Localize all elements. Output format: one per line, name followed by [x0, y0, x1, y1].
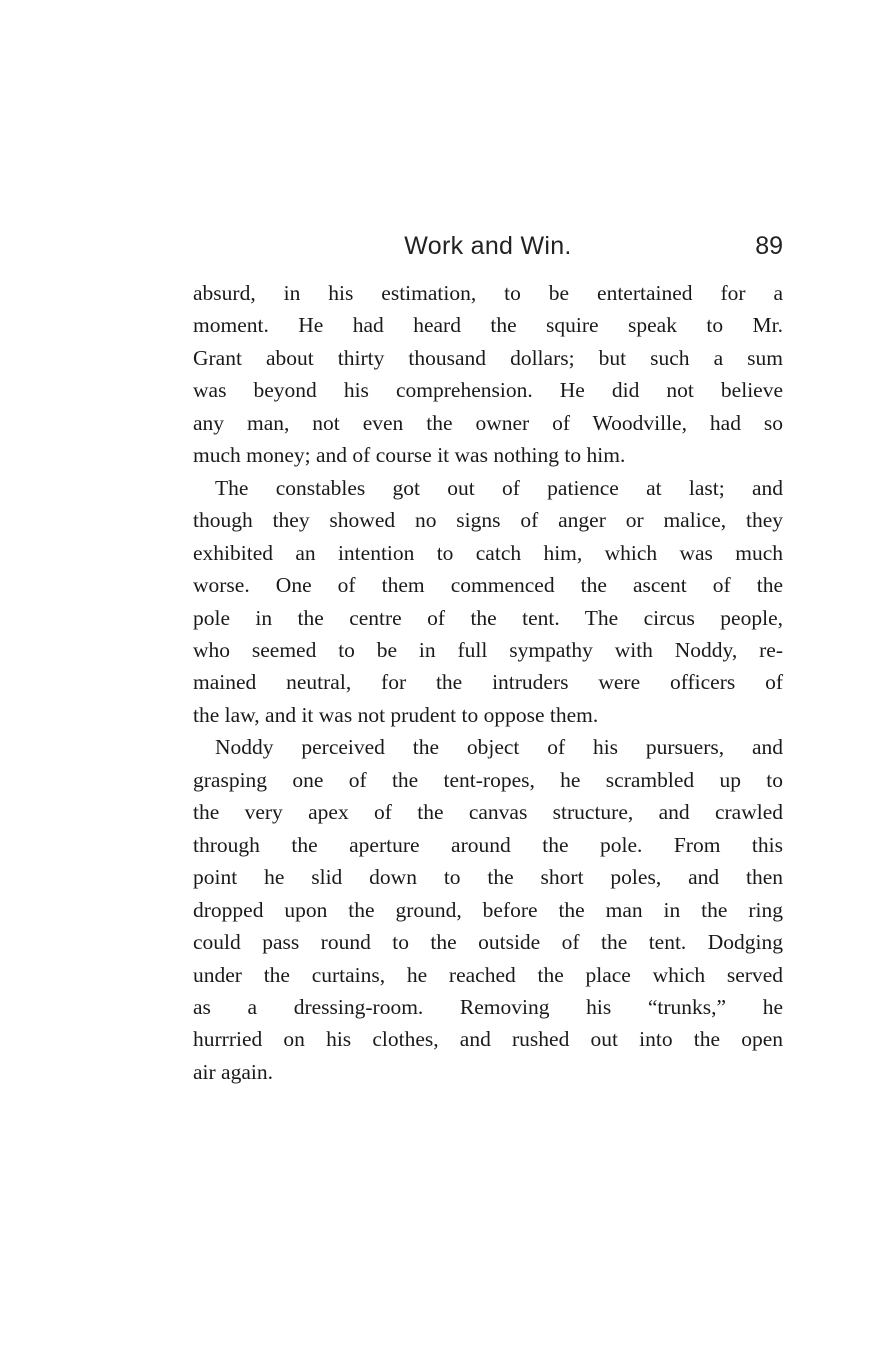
text-line: mained neutral, for the intruders were officers of — [193, 670, 783, 695]
text-line: who seemed to be in full sympathy with Noddy, re- — [193, 637, 783, 662]
text-line: as a dressing-room. Removing his “trunks,” he — [193, 994, 783, 1019]
text-line: any man, not even the owner of Woodville, had so — [193, 410, 783, 435]
text-line: though they showed no signs of anger or malice, they — [193, 508, 783, 533]
paragraph-1 — [193, 277, 783, 472]
text-line: worse. One of them commenced the ascent of the — [193, 573, 783, 598]
text-line: air again. — [193, 1059, 273, 1084]
text-line: The constables got out of patience at last; and — [215, 475, 783, 500]
text-line: the law, and it was not prudent to oppose them. — [193, 702, 599, 727]
text-line: could pass round to the outside of the tent. Dodging — [193, 930, 783, 955]
running-title: Work and Win. — [404, 232, 572, 260]
text-line: grasping one of the tent-ropes, he scrambled up to — [193, 767, 783, 792]
page-header — [193, 232, 783, 272]
text-line: hurrried on his clothes, and rushed out into the open — [193, 1027, 783, 1052]
text-line: pole in the centre of the tent. The circus people, — [193, 605, 783, 630]
text-line: exhibited an intention to catch him, which was much — [193, 540, 783, 565]
paragraph-2 — [193, 472, 783, 732]
text-line: Grant about thirty thousand dollars; but such a sum — [193, 345, 783, 370]
page-number: 89 — [755, 232, 783, 260]
page-body — [193, 277, 783, 1088]
text-line: the very apex of the canvas structure, and crawled — [193, 800, 783, 825]
text-line: was beyond his comprehension. He did not believe — [193, 378, 783, 403]
text-line: under the curtains, he reached the place which served — [193, 962, 783, 987]
paragraph-3 — [193, 731, 783, 1088]
text-line: moment. He had heard the squire speak to Mr. — [193, 313, 783, 338]
text-line: much money; and of course it was nothing to him. — [193, 443, 626, 468]
text-line: point he slid down to the short poles, and then — [193, 865, 783, 890]
text-line: through the aperture around the pole. From this — [193, 832, 783, 857]
text-line: absurd, in his estimation, to be entertained for a — [193, 281, 783, 305]
text-line: Noddy perceived the object of his pursuers, and — [215, 735, 783, 760]
text-line: dropped upon the ground, before the man in the ring — [193, 897, 783, 922]
